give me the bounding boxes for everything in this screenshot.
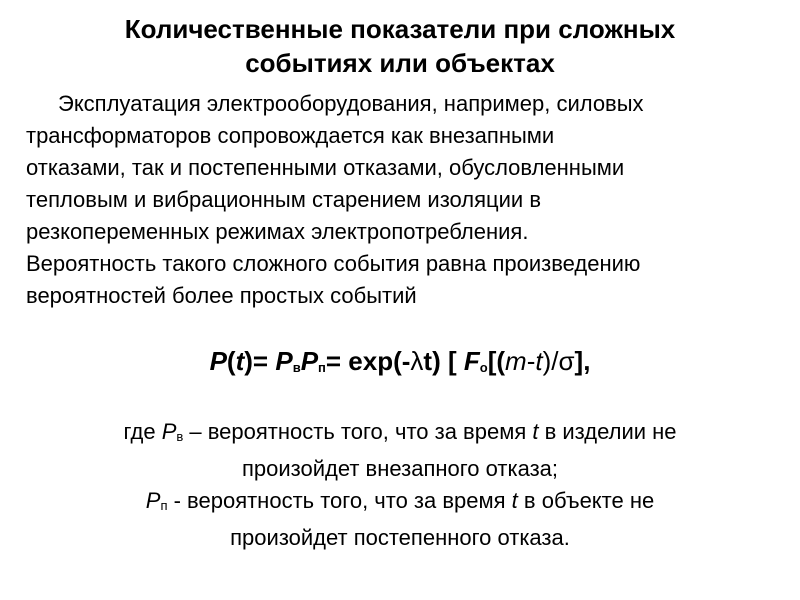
formula-lambda: λ xyxy=(410,346,424,376)
legend-line-2: произойдет внезапного отказа; xyxy=(241,456,559,481)
legend-symbol-t: t xyxy=(532,419,539,444)
formula-t: t xyxy=(235,346,245,376)
formula xyxy=(40,344,760,385)
legend-symbol-P: P xyxy=(145,488,161,513)
formula-P: P xyxy=(209,346,227,376)
legend-line-1 xyxy=(20,416,780,453)
legend-text: где xyxy=(123,419,162,444)
formula-Pp: P xyxy=(300,346,319,376)
formula-paren-close: )= xyxy=(244,346,276,376)
legend-line-4: произойдет постепенного отказа. xyxy=(230,525,570,550)
body-line: тепловым и вибрационным старением изоляции в xyxy=(26,187,542,212)
formula-sigma: σ xyxy=(558,346,575,376)
formula-t2: t xyxy=(535,346,543,376)
slide-title-line-1: Количественные показатели при сложных xyxy=(124,14,676,44)
slide-title-line-2: событиях или объектах xyxy=(245,48,555,78)
body-line: отказами, так и постепенными отказами, обусловленными xyxy=(26,155,625,180)
formula-legend xyxy=(20,416,780,554)
legend-sub-v: в xyxy=(176,429,184,444)
formula-bracket-open: [( xyxy=(487,346,506,376)
formula-paren-open: ( xyxy=(226,346,236,376)
legend-line-3 xyxy=(20,485,780,522)
body-line: Вероятность такого сложного события равна произведению xyxy=(26,251,641,276)
legend-text: - вероятность того, что за время xyxy=(167,488,512,513)
body-line: трансформаторов сопровождается как внезапными xyxy=(26,123,555,148)
formula-exp-tail: t) [ xyxy=(423,346,464,376)
body-line: Эксплуатация электрооборудования, например, силовых xyxy=(58,91,644,116)
legend-sub-p: п xyxy=(160,498,168,513)
formula-Pv: P xyxy=(275,346,293,376)
legend-text: – вероятность того, что за время xyxy=(183,419,533,444)
slide-title xyxy=(40,12,760,80)
legend-symbol-t: t xyxy=(511,488,518,513)
formula-end: ], xyxy=(574,346,591,376)
legend-text: в изделии не xyxy=(538,419,677,444)
legend-text: в объекте не xyxy=(517,488,655,513)
formula-m: m xyxy=(505,346,527,376)
body-line: вероятностей более простых событий xyxy=(26,283,417,308)
formula-F: F xyxy=(463,346,480,376)
body-line: резкопеременных режимах электропотребления. xyxy=(26,219,529,244)
formula-sub-p: п xyxy=(318,360,326,375)
formula-slash: )/ xyxy=(542,346,559,376)
legend-symbol-P: P xyxy=(161,419,177,444)
formula-sub-v: в xyxy=(292,360,301,375)
body-paragraph xyxy=(26,88,782,312)
formula-sub-o: о xyxy=(479,360,488,375)
formula-exp: = exp(- xyxy=(325,346,411,376)
formula-minus: - xyxy=(526,346,536,376)
